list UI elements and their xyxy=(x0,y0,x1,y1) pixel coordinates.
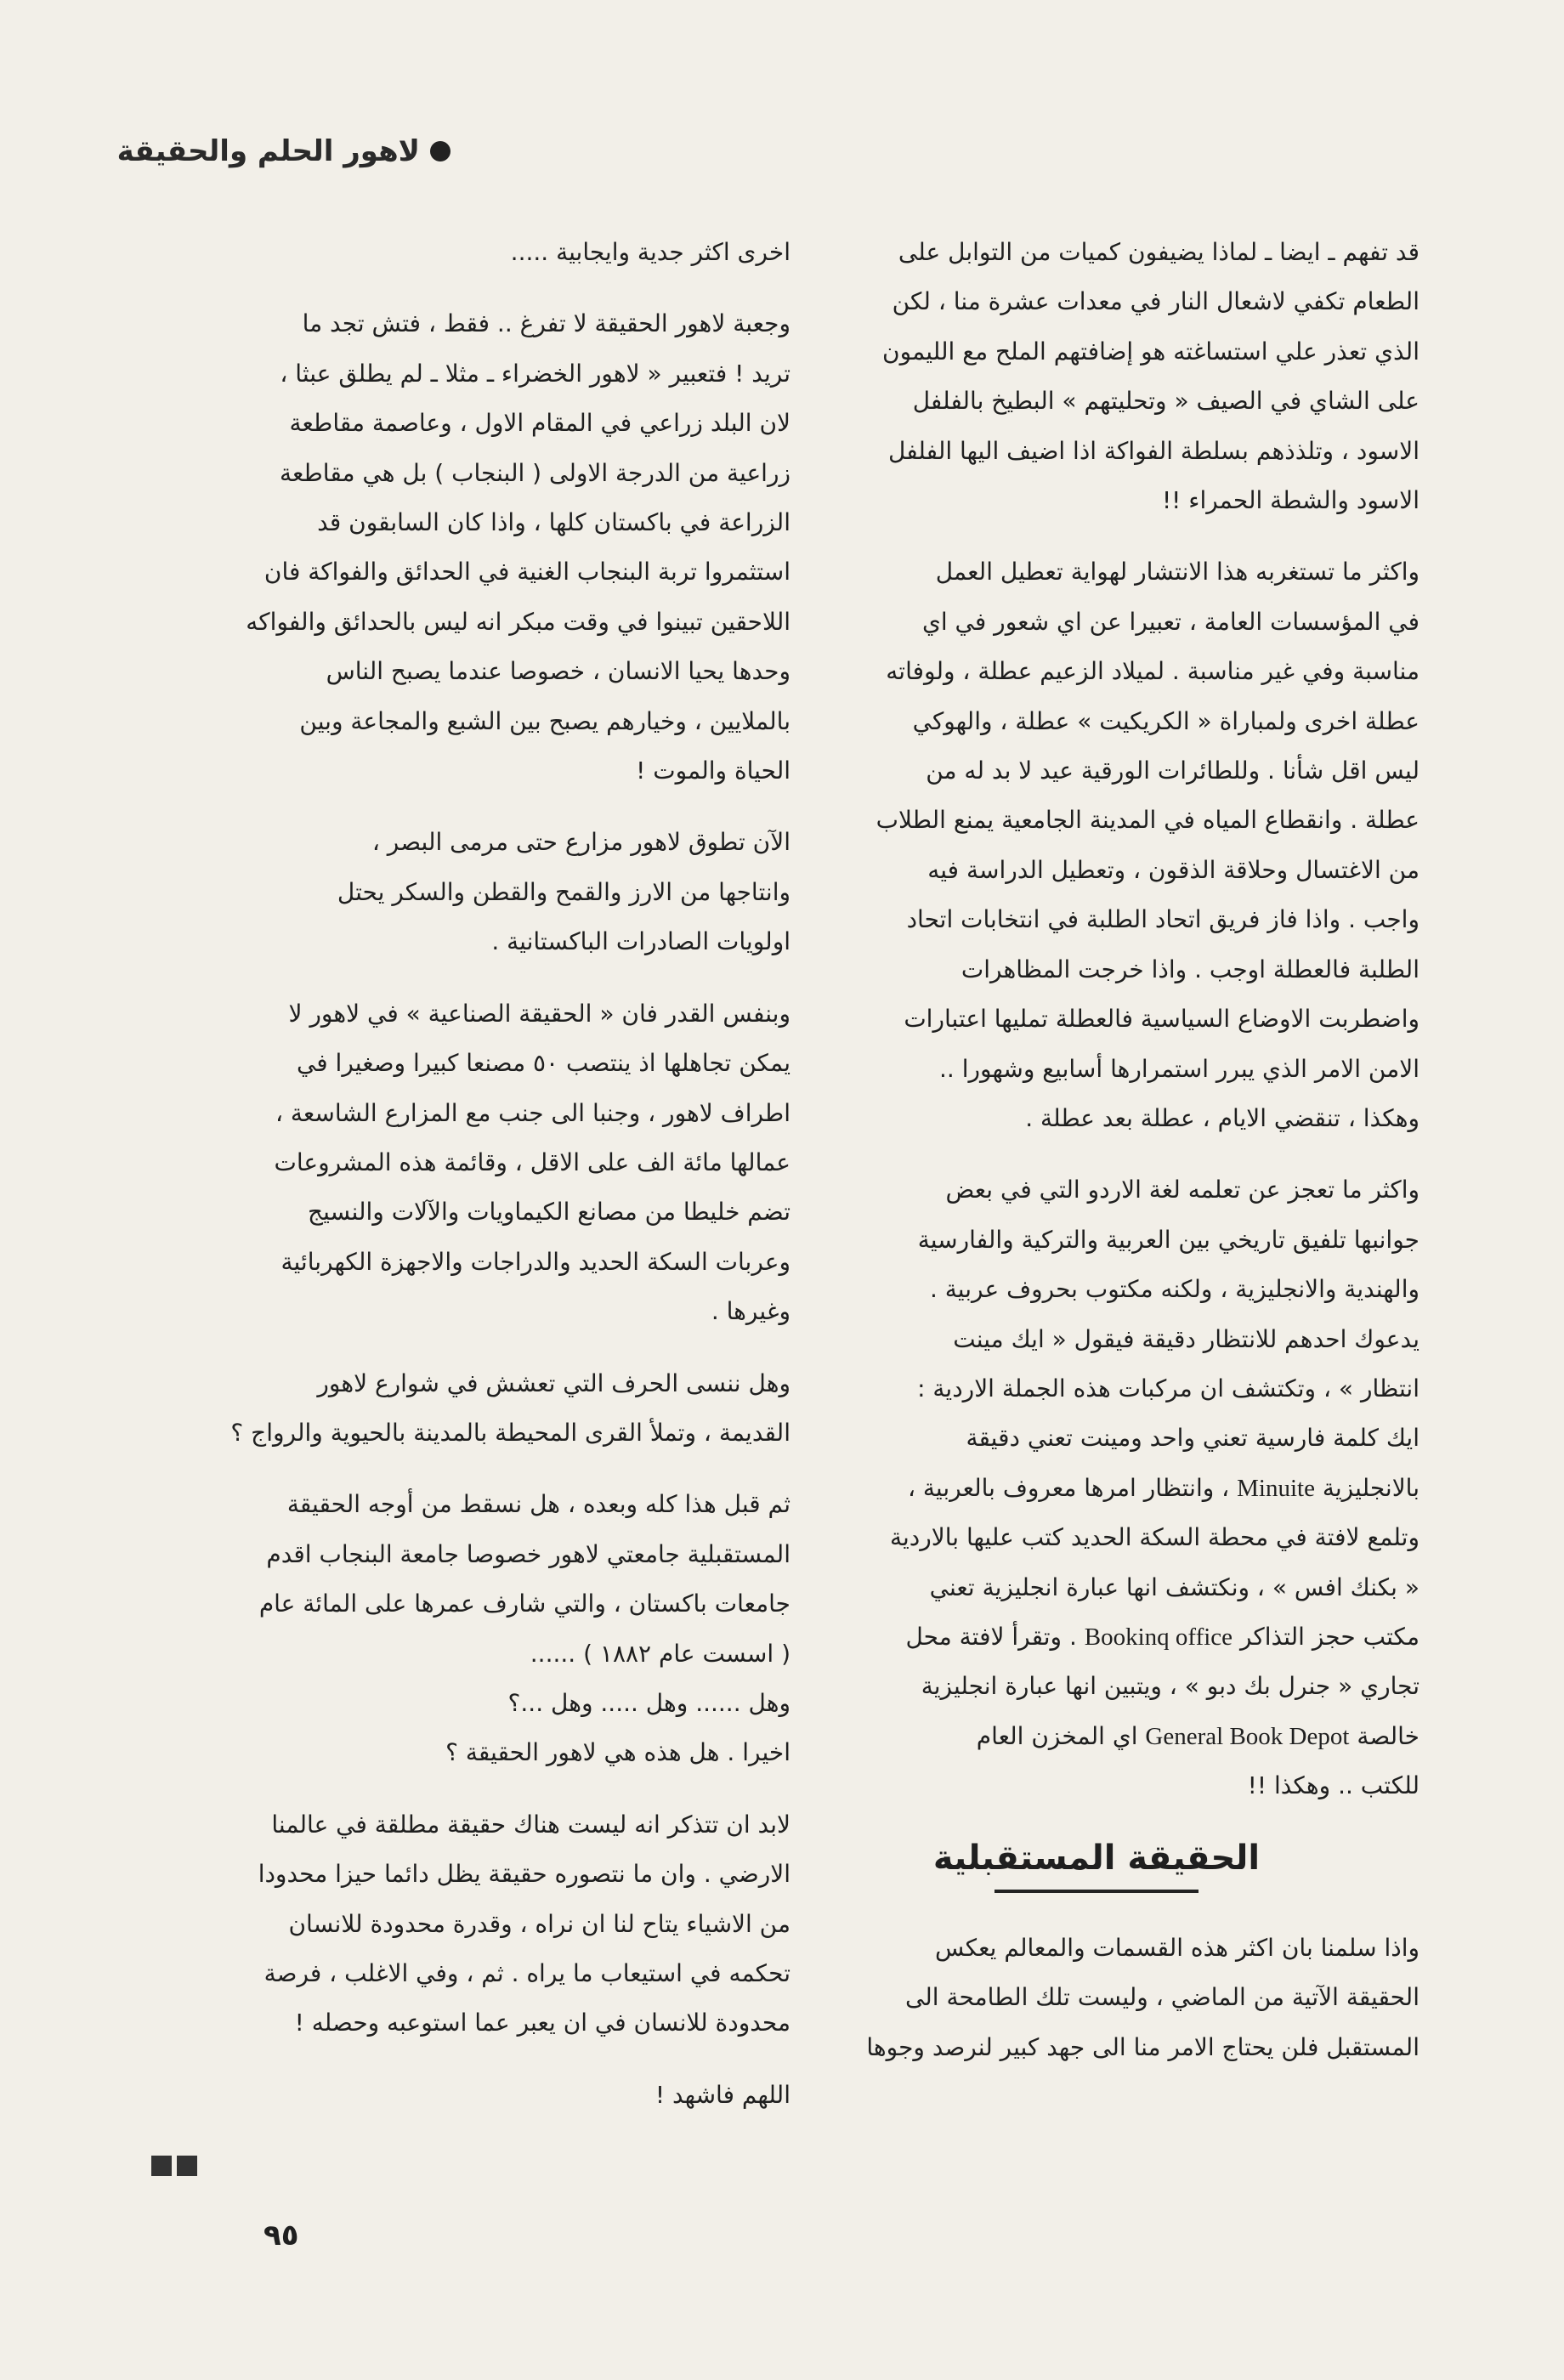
text-line: ( اسست عام ١٨٨٢ ) ...... xyxy=(530,1639,790,1668)
paragraph xyxy=(774,1924,1420,2072)
text-line: تضم خليطا من مصانع الكيماويات والآلات والنسيج xyxy=(308,1198,790,1227)
text-line: واضطربت الاوضاع السياسية فالعطلة تمليها اعتبارات xyxy=(904,1005,1420,1034)
text-line: للكتب .. وهكذا !! xyxy=(1247,1771,1420,1800)
text-line: الزراعة في باكستان كلها ، واذا كان السابقون قد xyxy=(317,508,790,537)
text-line: اخرى اكثر جدية وايجابية ..... xyxy=(510,238,790,266)
paragraph xyxy=(144,818,790,966)
text-line xyxy=(774,1612,1420,1662)
text-line: وغيرها . xyxy=(711,1297,790,1326)
text-line: على الشاي في الصيف « وتحليتهم » البطيخ بالفلفل xyxy=(912,387,1420,416)
text-line: المستقبل فلن يحتاج الامر منا الى جهد كبير لنرصد وجوها xyxy=(866,2032,1420,2061)
page-number: ٩٥ xyxy=(264,2218,299,2252)
text-line: اللهم فاشهد ! xyxy=(654,2080,790,2109)
running-header xyxy=(117,134,450,168)
paragraph xyxy=(144,299,790,796)
text-line: قد تفهم ـ ايضا ـ لماذا يضيفون كميات من التوابل على xyxy=(898,238,1420,266)
square-icon xyxy=(151,2156,172,2176)
text-line: يمكن تجاهلها اذ ينتصب ٥٠ مصنعا كبيرا وصغيرا في xyxy=(296,1049,790,1078)
text-line: ايك كلمة فارسية تعني واحد ومينت تعني دقيقة xyxy=(966,1424,1420,1453)
bullet-icon xyxy=(430,141,450,162)
text-line: الارضي . وان ما نتصوره حقيقة يظل دائما حيزا محدودا xyxy=(258,1860,790,1889)
text-fragment: خالصة xyxy=(1357,1721,1420,1750)
text-line: مناسبة وفي غير مناسبة . لميلاد الزعيم عطلة ، ولوفاته xyxy=(886,657,1420,686)
text-line: الامن الامر الذي يبرر استمرارها أسابيع وشهورا .. xyxy=(939,1054,1420,1083)
text-line: جامعات باكستان ، والتي شارف عمرها على المائة عام xyxy=(258,1590,790,1618)
paragraph xyxy=(144,1359,790,1459)
text-line: الطلبة فالعطلة اوجب . واذا خرجت المظاهرات xyxy=(960,955,1420,983)
text-line: وهكذا ، تنقضي الايام ، عطلة بعد عطلة . xyxy=(1025,1103,1420,1132)
text-line: اخيرا . هل هذه هي لاهور الحقيقة ؟ xyxy=(445,1738,790,1767)
paragraph xyxy=(774,547,1420,1143)
text-line: واكثر ما تستغربه هذا الانتشار لهواية تعطيل العمل xyxy=(935,558,1420,586)
text-line: تجاري « جنرل بك دبو » ، ويتبين انها عبارة انجليزية xyxy=(921,1672,1420,1701)
section-title: الحقيقة المستقبلية xyxy=(932,1838,1261,1878)
text-line: اطراف لاهور ، وجنبا الى جنب مع المزارع الشاسعة ، xyxy=(275,1098,790,1127)
text-line: جوانبها تلفيق تاريخي بين العربية والتركية والفارسية xyxy=(917,1225,1420,1254)
text-line: عمالها مائة الف على الاقل ، وقائمة هذه المشروعات xyxy=(274,1148,790,1176)
paragraph xyxy=(144,228,790,277)
text-line xyxy=(774,1712,1420,1761)
text-line: ثم قبل هذا كله وبعده ، هل نسقط من أوجه الحقيقة xyxy=(286,1490,790,1519)
paragraph xyxy=(774,228,1420,525)
title-underline xyxy=(994,1890,1198,1893)
text-line: عطلة اخرى ولمباراة « الكريكيت » عطلة ، والهوكي xyxy=(912,706,1420,735)
text-line: الطعام تكفي لاشعال النار في معدات عشرة منا ، لكن xyxy=(892,287,1420,316)
text-line: من الاغتسال وحلاقة الذقون ، وتعطيل الدراسة فيه xyxy=(927,855,1420,884)
text-line: واذا سلمنا بان اكثر هذه القسمات والمعالم يعكس xyxy=(935,1934,1420,1962)
paragraph xyxy=(144,2071,790,2120)
text-line: وحدها يحيا الانسان ، خصوصا عندما يصبح الناس xyxy=(326,657,790,686)
text-line: انتظار » ، وتكتشف ان مركبات هذه الجملة الاردية : xyxy=(917,1374,1420,1402)
running-title: لاهور الحلم والحقيقة xyxy=(116,134,420,168)
text-line: تحكمه في استيعاب ما يراه . ثم ، وفي الاغلب ، فرصة xyxy=(264,1959,790,1987)
text-line: القديمة ، وتملأ القرى المحيطة بالمدينة بالحيوية والرواج ؟ xyxy=(230,1418,790,1447)
latin-term: Bookinq office xyxy=(1084,1623,1233,1651)
latin-term: General Book Depot xyxy=(1145,1722,1350,1750)
text-line: وتلمع لافتة في محطة السكة الحديد كتب عليها بالاردية xyxy=(889,1523,1420,1552)
text-fragment: . وتقرأ لافتة محل xyxy=(905,1622,1077,1651)
text-line: المستقبلية جامعتي لاهور خصوصا جامعة البنجاب اقدم xyxy=(266,1539,790,1568)
text-line: لابد ان تتذكر انه ليست هناك حقيقة مطلقة في عالمنا xyxy=(271,1810,790,1839)
text-line: واكثر ما تعجز عن تعلمه لغة الاردو التي في بعض xyxy=(945,1176,1420,1204)
left-column xyxy=(144,228,790,2142)
text-line: زراعية من الدرجة الاولى ( البنجاب ) بل هي مقاطعة xyxy=(279,458,790,487)
text-fragment: مكتب حجز التذاكر xyxy=(1239,1622,1420,1651)
text-line: واجب . واذا فاز فريق اتحاد الطلبة في انتخابات اتحاد xyxy=(906,905,1420,934)
paragraph xyxy=(144,989,790,1337)
text-line: الآن تطوق لاهور مزارع حتى مرمى البصر ، xyxy=(371,828,790,857)
text-fragment: بالانجليزية xyxy=(1322,1473,1420,1502)
text-line: والهندية والانجليزية ، ولكنه مكتوب بحروف عربية . xyxy=(929,1275,1420,1304)
text-line: الحقيقة الآتية من الماضي ، وليست تلك الطامحة الى xyxy=(904,1983,1420,2012)
text-line: تريد ! فتعبير « لاهور الخضراء ـ مثلا ـ لم يطلق عبثا ، xyxy=(280,359,790,388)
text-line: عطلة . وانقطاع المياه في المدينة الجامعية يمنع الطلاب xyxy=(876,806,1420,835)
paragraph xyxy=(774,1165,1420,1810)
text-fragment: اي المخزن العام xyxy=(976,1721,1138,1750)
text-line: اولويات الصادرات الباكستانية . xyxy=(491,927,790,956)
latin-term: Minuite xyxy=(1237,1474,1315,1502)
text-line: ليس اقل شأنا . وللطائرات الورقية عيد لا بد له من xyxy=(926,756,1420,785)
text-line: في المؤسسات العامة ، تعبيرا عن اي شعور في اي xyxy=(921,607,1420,636)
text-line: بالملايين ، وخيارهم يصبح بين الشبع والمجاعة وبين xyxy=(299,706,790,735)
text-line: وهل ...... وهل ..... وهل ...؟ xyxy=(507,1688,790,1717)
text-fragment: ، وانتظار امرها معروف بالعربية ، xyxy=(907,1473,1230,1502)
end-of-article-mark xyxy=(151,2156,197,2176)
text-line: استثمروا تربة البنجاب الغنية في الحدائق والفواكة فان xyxy=(264,558,790,586)
text-line: الحياة والموت ! xyxy=(636,756,790,785)
paragraph xyxy=(144,1800,790,2048)
text-line: من الاشياء يتاح لنا ان نراه ، وقدرة محدودة للانسان xyxy=(288,1909,790,1938)
text-line: محدودة للانسان في ان يعبر عما استوعبه وحصله ! xyxy=(294,2009,790,2037)
text-line: اللاحقين تبينوا في وقت مبكر انه ليس بالحدائق والفواكه xyxy=(246,607,790,636)
right-column xyxy=(774,228,1420,2094)
text-line: الاسود ، وتلذذهم بسلطة الفواكة اذا اضيف اليها الفلفل xyxy=(888,436,1420,465)
text-line: الذي تعذر علي استساغته هو إضافتهم الملح مع الليمون xyxy=(882,337,1420,366)
paragraph xyxy=(144,1480,790,1777)
text-line: الاسود والشطة الحمراء !! xyxy=(1161,486,1420,515)
text-line: وبنفس القدر فان « الحقيقة الصناعية » في لاهور لا xyxy=(288,999,790,1028)
text-line: لان البلد زراعي في المقام الاول ، وعاصمة مقاطعة xyxy=(289,409,790,438)
text-line: وعربات السكة الحديد والدراجات والاجهزة الكهربائية xyxy=(280,1247,790,1276)
text-line: « بكنك افس » ، ونكتشف انها عبارة انجليزية تعني xyxy=(929,1572,1420,1601)
text-line xyxy=(774,1464,1420,1513)
text-line: وجعبة لاهور الحقيقة لا تفرغ .. فقط ، فتش تجد ما xyxy=(302,309,790,338)
text-line: يدعوك احدهم للانتظار دقيقة فيقول « ايك مينت xyxy=(953,1324,1420,1353)
text-line: وانتاجها من الارز والقمح والقطن والسكر يحتل xyxy=(337,877,790,906)
text-line: وهل ننسى الحرف التي تعشش في شوارع لاهور xyxy=(317,1368,790,1397)
square-icon xyxy=(177,2156,197,2176)
